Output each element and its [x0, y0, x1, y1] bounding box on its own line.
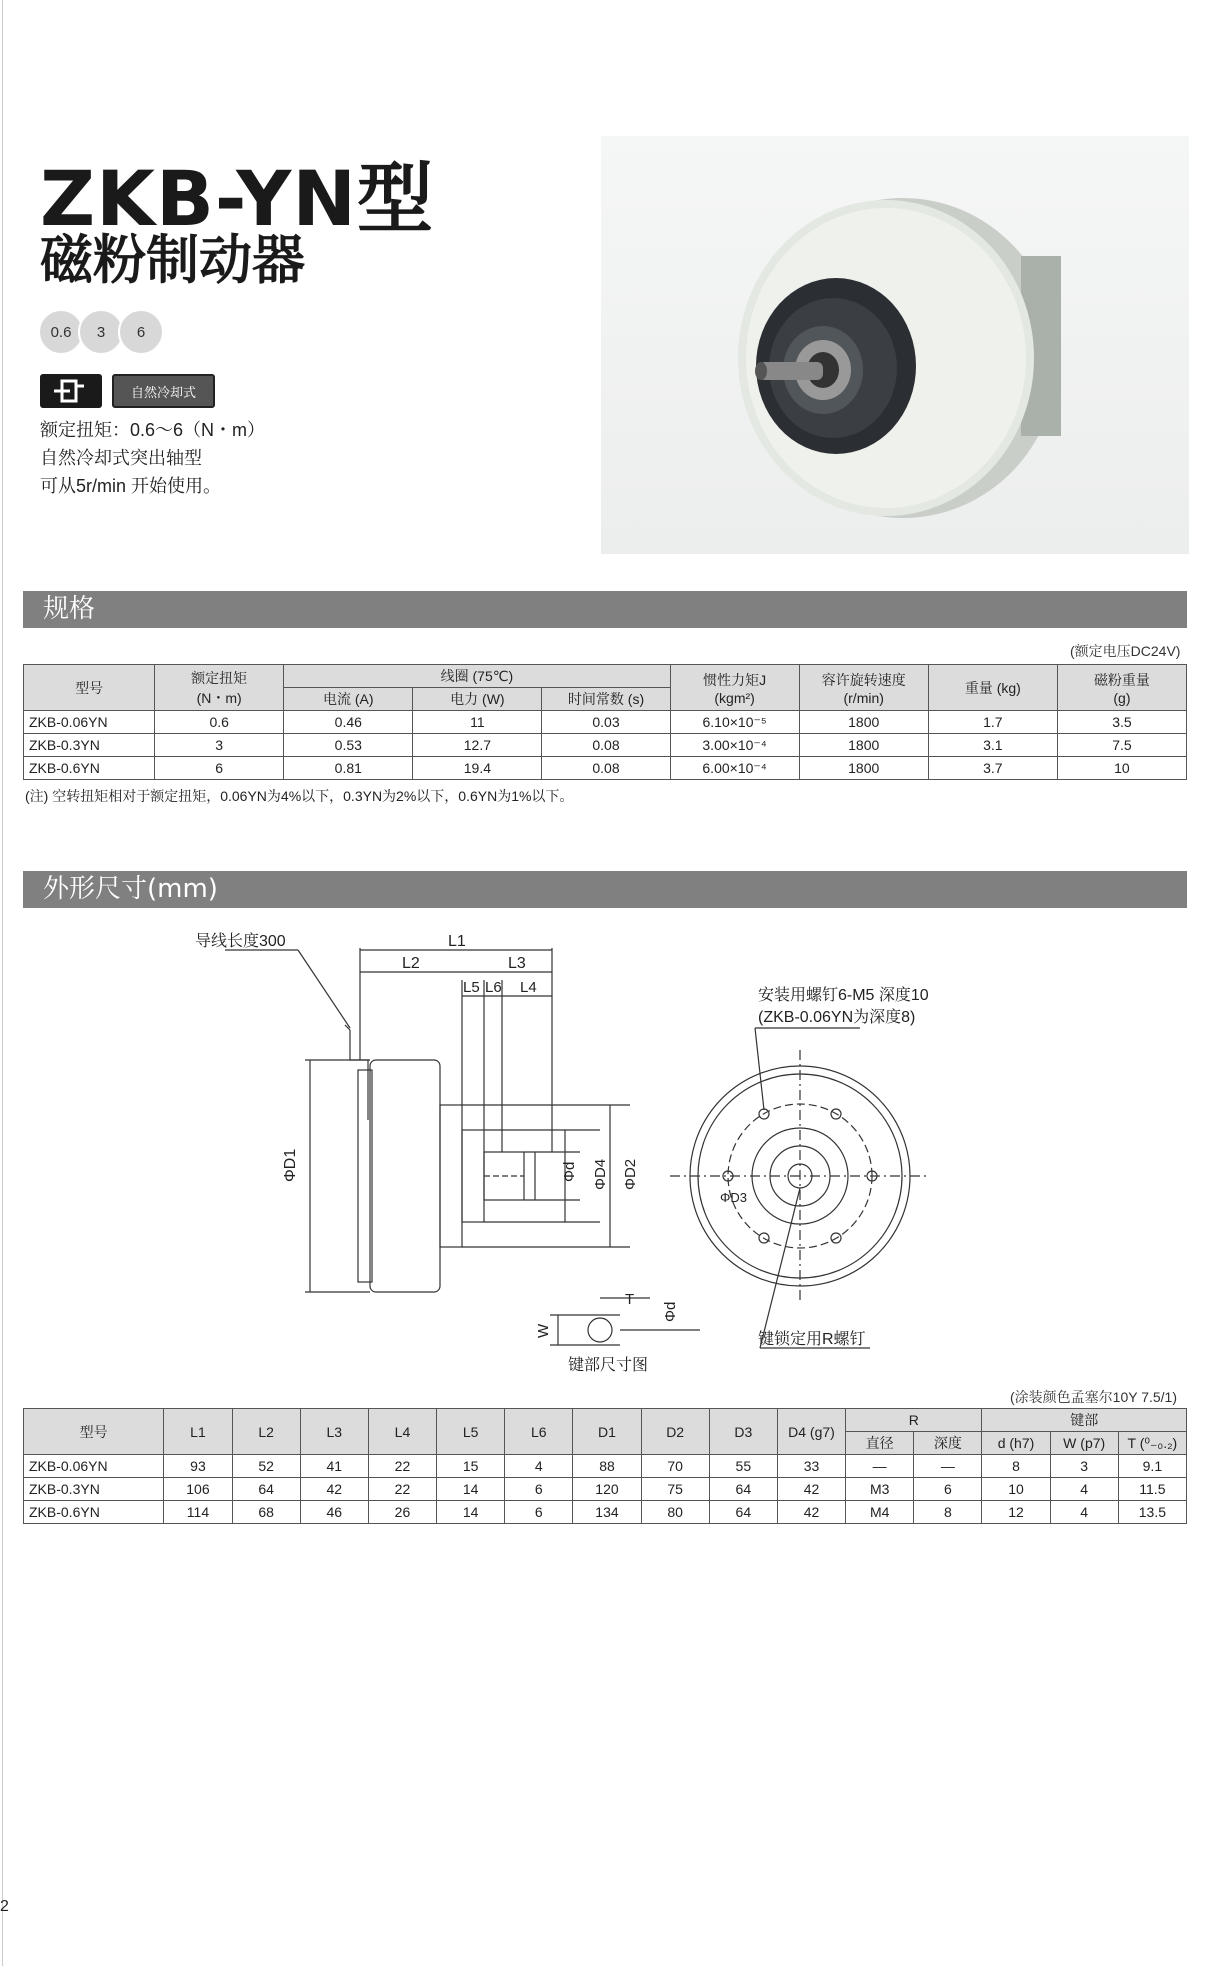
cell: 10 — [982, 1478, 1050, 1501]
cell: 12 — [982, 1501, 1050, 1524]
cell: 88 — [573, 1455, 641, 1478]
description-line: 额定扭矩：0.6～6（N・m） — [40, 420, 266, 440]
screw-note-1: 安装用螺钉6-M5 深度10 — [758, 987, 929, 1004]
size-badge: 0.6 — [38, 309, 84, 355]
cell: 19.4 — [413, 757, 542, 780]
cell: 33 — [777, 1455, 845, 1478]
cell: 70 — [641, 1455, 709, 1478]
dim-D3: ΦD3 — [720, 1190, 747, 1205]
cell: 13.5 — [1118, 1501, 1186, 1524]
header-power: 电力 (W) — [413, 688, 542, 711]
cell: 12.7 — [413, 734, 542, 757]
page-title: ZKB-YN型 — [40, 154, 434, 243]
product-description — [40, 416, 265, 500]
cell: 9.1 — [1118, 1455, 1186, 1478]
header-model: 型号 — [24, 665, 155, 711]
cooling-type-tag: 自然冷却式 — [112, 374, 215, 408]
description-line: 自然冷却式突出轴型 — [40, 448, 202, 468]
cell: 106 — [164, 1478, 232, 1501]
cell: 3 — [155, 734, 284, 757]
header-powder: 磁粉重量 (g) — [1057, 665, 1186, 711]
header-cell: T (⁰₋₀.₂) — [1118, 1432, 1186, 1455]
cell: 0.46 — [284, 711, 413, 734]
header-cell: L2 — [232, 1409, 300, 1455]
cell: 64 — [709, 1501, 777, 1524]
table-row — [24, 1455, 1187, 1478]
lead-length-label: 导线长度300 — [195, 933, 286, 950]
header-key: 键部 — [982, 1409, 1187, 1432]
header-r: R — [846, 1409, 982, 1432]
cell: 52 — [232, 1455, 300, 1478]
header-cell: 直径 — [846, 1432, 914, 1455]
cell: 80 — [641, 1501, 709, 1524]
cell: 1800 — [799, 734, 928, 757]
screw-note-2: (ZKB-0.06YN为深度8) — [758, 1009, 916, 1026]
cell: 4 — [505, 1455, 573, 1478]
spec-footnote: (注) 空转扭矩相对于额定扭矩，0.06YN为4%以下，0.3YN为2%以下，0.6YN为1%以下。 — [25, 788, 574, 804]
size-badge: 3 — [78, 309, 124, 355]
product-photo — [601, 136, 1189, 554]
table-row — [24, 1478, 1187, 1501]
cell: ZKB-0.06YN — [24, 711, 155, 734]
cell: ZKB-0.06YN — [24, 1455, 164, 1478]
cell: 14 — [437, 1501, 505, 1524]
header-current: 电流 (A) — [284, 688, 413, 711]
spec-section-header: 规格 — [23, 591, 1187, 628]
header-model: 型号 — [24, 1409, 164, 1455]
cell: 3.1 — [928, 734, 1057, 757]
dim-L2: L2 — [402, 955, 420, 972]
dim-L1: L1 — [448, 933, 466, 950]
cell: 11.5 — [1118, 1478, 1186, 1501]
cell: 120 — [573, 1478, 641, 1501]
cell: 0.08 — [542, 734, 670, 757]
header-cell: L6 — [505, 1409, 573, 1455]
header-coil: 线圈 (75℃) — [284, 665, 670, 688]
description-line: 可从5r/min 开始使用。 — [40, 476, 222, 496]
header-cell: W (p7) — [1050, 1432, 1118, 1455]
cell: 93 — [164, 1455, 232, 1478]
cell: 75 — [641, 1478, 709, 1501]
cell: 1800 — [799, 711, 928, 734]
cell: 42 — [300, 1478, 368, 1501]
cell: 0.08 — [542, 757, 670, 780]
cell: 6 — [155, 757, 284, 780]
cell: 26 — [368, 1501, 436, 1524]
cell: 8 — [914, 1501, 982, 1524]
cell: 7.5 — [1057, 734, 1186, 757]
dim-W: W — [535, 1323, 552, 1338]
header-cell: d (h7) — [982, 1432, 1050, 1455]
cell: 6 — [914, 1478, 982, 1501]
cell: — — [846, 1455, 914, 1478]
cell: 1800 — [799, 757, 928, 780]
dim-D1: ΦD1 — [282, 1148, 299, 1182]
cell: 68 — [232, 1501, 300, 1524]
page-number: 2 — [0, 1898, 9, 1915]
table-row — [24, 757, 1187, 780]
dimension-drawing — [180, 920, 1000, 1390]
cell: 8 — [982, 1455, 1050, 1478]
cell: 55 — [709, 1455, 777, 1478]
dim-L5: L5 — [463, 979, 480, 996]
cell: — — [914, 1455, 982, 1478]
cell: 1.7 — [928, 711, 1057, 734]
cell: 4 — [1050, 1501, 1118, 1524]
cell: 6 — [505, 1501, 573, 1524]
dim-d: Φd — [561, 1161, 578, 1182]
dim-L6: L6 — [485, 979, 502, 996]
header-time-const: 时间常数 (s) — [542, 688, 670, 711]
header-cell: D2 — [641, 1409, 709, 1455]
cell: 64 — [709, 1478, 777, 1501]
cell: M3 — [846, 1478, 914, 1501]
header-inertia: 惯性力矩J (kgm²) — [670, 665, 799, 711]
cell: 22 — [368, 1455, 436, 1478]
cell: 14 — [437, 1478, 505, 1501]
dim-d-key: Φd — [662, 1301, 679, 1322]
cell: ZKB-0.3YN — [24, 1478, 164, 1501]
cell: ZKB-0.6YN — [24, 757, 155, 780]
cell: 134 — [573, 1501, 641, 1524]
dim-L4: L4 — [520, 979, 537, 996]
header-speed: 容许旋转速度 (r/min) — [799, 665, 928, 711]
cell: 11 — [413, 711, 542, 734]
cell: 41 — [300, 1455, 368, 1478]
cell: 6.00×10⁻⁴ — [670, 757, 799, 780]
dim-T: T — [625, 1291, 635, 1308]
key-caption: 键部尺寸图 — [568, 1357, 649, 1374]
size-badges — [38, 309, 158, 355]
cell: 3.5 — [1057, 711, 1186, 734]
cell: 22 — [368, 1478, 436, 1501]
header-cell: L5 — [437, 1409, 505, 1455]
voltage-note: (额定电压DC24V) — [1070, 643, 1181, 659]
header-cell: L4 — [368, 1409, 436, 1455]
cell: 4 — [1050, 1478, 1118, 1501]
header-cell: D4 (g7) — [777, 1409, 845, 1455]
cell: 10 — [1057, 757, 1186, 780]
cell: 0.53 — [284, 734, 413, 757]
dim-L3: L3 — [508, 955, 526, 972]
page-edge — [2, 0, 3, 1966]
cell: 0.6 — [155, 711, 284, 734]
cell: M4 — [846, 1501, 914, 1524]
header-cell: L1 — [164, 1409, 232, 1455]
dim-D4: ΦD4 — [592, 1158, 609, 1190]
cell: 114 — [164, 1501, 232, 1524]
spec-table — [23, 664, 1187, 780]
cell: 6.10×10⁻⁵ — [670, 711, 799, 734]
dim-D2: ΦD2 — [622, 1158, 639, 1190]
table-row — [24, 1501, 1187, 1524]
cell: 64 — [232, 1478, 300, 1501]
page-subtitle: 磁粉制动器 — [40, 230, 305, 291]
table-row — [24, 734, 1187, 757]
cell: 15 — [437, 1455, 505, 1478]
header-cell: D1 — [573, 1409, 641, 1455]
header-weight: 重量 (kg) — [928, 665, 1057, 711]
cell: 0.81 — [284, 757, 413, 780]
header-cell: L3 — [300, 1409, 368, 1455]
key-screw-note: 键锁定用R螺钉 — [758, 1331, 866, 1348]
cell: 3.00×10⁻⁴ — [670, 734, 799, 757]
cell: 3 — [1050, 1455, 1118, 1478]
header-cell: 深度 — [914, 1432, 982, 1455]
cell: 42 — [777, 1501, 845, 1524]
paint-note: (涂装颜色孟塞尔10Y 7.5/1) — [1010, 1389, 1178, 1405]
header-torque: 额定扭矩 (N・m) — [155, 665, 284, 711]
cell: ZKB-0.6YN — [24, 1501, 164, 1524]
table-row — [24, 711, 1187, 734]
dims-section-header: 外形尺寸(mm) — [23, 871, 1187, 908]
cell: 6 — [505, 1478, 573, 1501]
cell: 42 — [777, 1478, 845, 1501]
cell: 46 — [300, 1501, 368, 1524]
dimension-table — [23, 1408, 1187, 1524]
size-badge: 6 — [118, 309, 164, 355]
shaft-type-icon — [40, 374, 102, 408]
header-cell: D3 — [709, 1409, 777, 1455]
cell: ZKB-0.3YN — [24, 734, 155, 757]
cell: 0.03 — [542, 711, 670, 734]
cell: 3.7 — [928, 757, 1057, 780]
